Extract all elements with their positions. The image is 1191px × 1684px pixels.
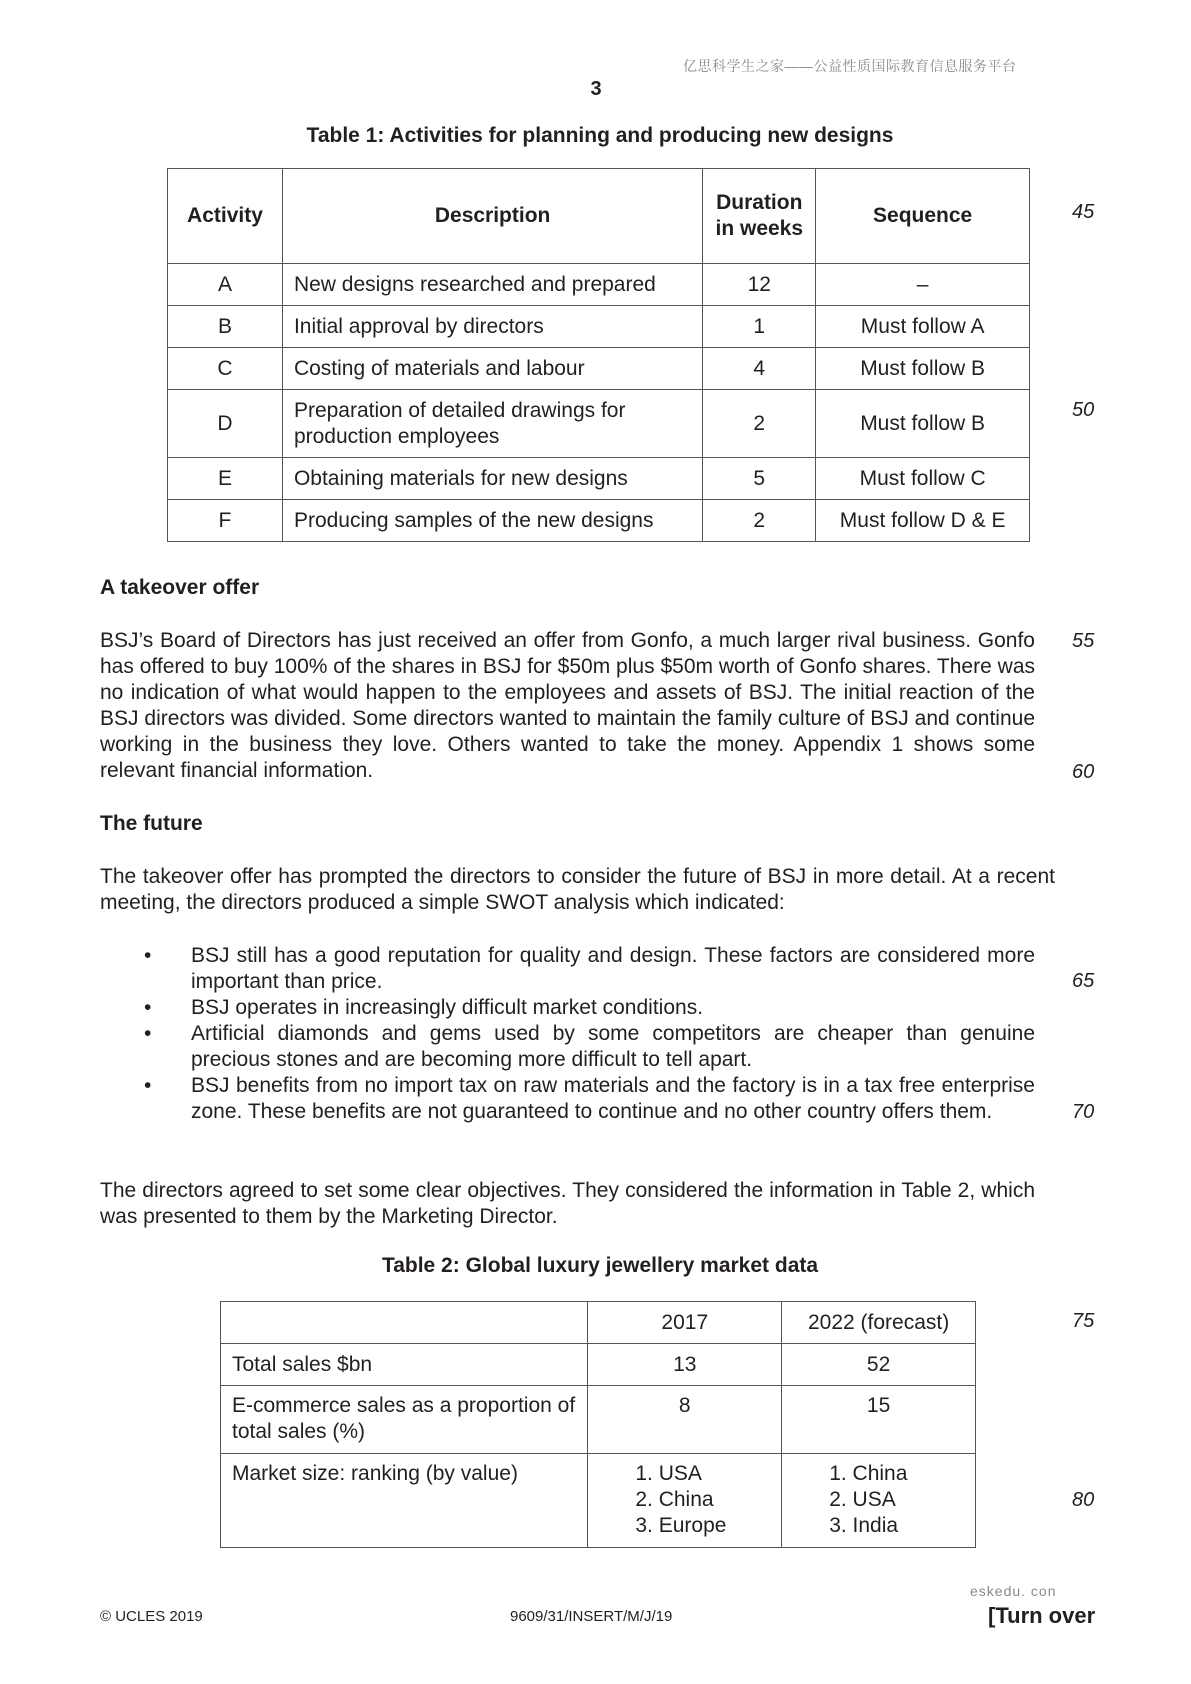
list-item (100, 995, 1035, 1021)
ranking-item: 2. USA (829, 1488, 896, 1511)
duration-cell: 4 (703, 348, 816, 390)
table2-header-2017: 2017 (588, 1302, 782, 1344)
ranking-2017 (588, 1454, 782, 1548)
line-number: 55 (1072, 630, 1095, 652)
activities-table (167, 168, 1030, 542)
table-row (221, 1454, 976, 1548)
line-number: 45 (1072, 201, 1095, 223)
list-item-text: BSJ operates in increasingly difficult market conditions. (191, 996, 704, 1019)
line-number: 75 (1072, 1310, 1095, 1332)
duration-cell: 5 (703, 458, 816, 500)
bullet-icon: • (144, 944, 152, 967)
list-item-text: BSJ benefits from no import tax on raw materials and the factory is in a tax free enterprise zone. These benefits are not guaranteed to continue and no other country offers them. (191, 1074, 1035, 1123)
description-cell: Preparation of detailed drawings for production employees (282, 390, 702, 458)
ranking-item: 3. Europe (635, 1514, 727, 1537)
list-item-text: Artificial diamonds and gems used by some competitors are cheaper than genuine precious stones and are becoming more difficult to tell apart. (191, 1022, 1035, 1071)
line-number: 70 (1072, 1101, 1095, 1123)
list-item (100, 1073, 1035, 1125)
bullet-icon: • (144, 1074, 152, 1097)
market-data-table (220, 1301, 976, 1548)
activity-cell: D (168, 390, 283, 458)
table1-header-activity: Activity (168, 169, 283, 264)
description-cell: Obtaining materials for new designs (282, 458, 702, 500)
list-item (100, 1021, 1035, 1073)
takeover-heading: A takeover offer (100, 576, 260, 599)
ranking-item: 3. India (829, 1514, 899, 1537)
sequence-cell: Must follow A (816, 306, 1030, 348)
turn-over-label: [Turn over (988, 1603, 1096, 1628)
line-number: 60 (1072, 761, 1095, 783)
table-row (221, 1344, 976, 1386)
row-label: Market size: ranking (by value) (221, 1454, 588, 1548)
footer-code: 9609/31/INSERT/M/J/19 (510, 1608, 673, 1625)
ranking-item: 1. USA (635, 1462, 702, 1485)
value-2022: 52 (782, 1344, 976, 1386)
table1-header-row (168, 169, 1030, 264)
table-row (168, 264, 1030, 306)
table-row (168, 390, 1030, 458)
activity-cell: A (168, 264, 283, 306)
row-label: E-commerce sales as a proportion of total sales (%) (221, 1386, 588, 1454)
table-row (168, 458, 1030, 500)
description-cell: Initial approval by directors (282, 306, 702, 348)
footer-watermark: eskedu. con (970, 1583, 1057, 1599)
table1-title: Table 1: Activities for planning and producing new designs (306, 124, 894, 147)
future-heading: The future (100, 812, 203, 835)
swot-list (100, 943, 1035, 1125)
bullet-icon: • (144, 996, 152, 1019)
description-cell: New designs researched and prepared (282, 264, 702, 306)
activity-cell: B (168, 306, 283, 348)
ranking-item: 2. China (635, 1488, 714, 1511)
table1-header-description: Description (282, 169, 702, 264)
table2-header-blank (221, 1302, 588, 1344)
sequence-cell: Must follow B (816, 348, 1030, 390)
table2-header-row (221, 1302, 976, 1344)
list-item (100, 943, 1035, 995)
table-row (168, 348, 1030, 390)
description-cell: Producing samples of the new designs (282, 500, 702, 542)
table-row (168, 306, 1030, 348)
page-number: 3 (590, 78, 602, 100)
ranking-item: 1. China (829, 1462, 908, 1485)
activity-cell: F (168, 500, 283, 542)
future-intro: The takeover offer has prompted the directors to consider the future of BSJ in more detail. At a recent meeting, the directors produced a simple SWOT analysis which indicated: (100, 865, 1055, 914)
ranking-2022 (782, 1454, 976, 1548)
sequence-cell: Must follow D & E (816, 500, 1030, 542)
table-row (168, 500, 1030, 542)
line-number: 50 (1072, 399, 1095, 421)
table2-title: Table 2: Global luxury jewellery market data (381, 1254, 819, 1277)
value-2022: 15 (782, 1386, 976, 1454)
footer-copyright: © UCLES 2019 (100, 1608, 203, 1625)
list-item-text: BSJ still has a good reputation for quality and design. These factors are considered more important than price. (191, 944, 1035, 993)
value-2017: 13 (588, 1344, 782, 1386)
value-2017: 8 (588, 1386, 782, 1454)
header-watermark: 亿思科学生之家——公益性质国际教育信息服务平台 (683, 58, 1017, 74)
bullet-icon: • (144, 1022, 152, 1045)
activity-cell: C (168, 348, 283, 390)
future-closing: The directors agreed to set some clear objectives. They considered the information in Table 2, which was presented to them by the Marketing Director. (100, 1179, 1035, 1228)
line-number: 65 (1072, 970, 1095, 992)
row-label: Total sales $bn (221, 1344, 588, 1386)
duration-cell: 12 (703, 264, 816, 306)
sequence-cell: Must follow B (816, 390, 1030, 458)
table2-header-2022: 2022 (forecast) (782, 1302, 976, 1344)
table1-header-sequence: Sequence (816, 169, 1030, 264)
takeover-paragraph: BSJ’s Board of Directors has just received an offer from Gonfo, a much larger rival business. Gonfo has offered to buy 100% of the shares in BSJ for $50m plus $50m worth of Gonfo shares. There was no indication of what would happen to the employees and assets of BSJ. The initial reaction of the BSJ directors was divided. Some directors wanted to maintain the family culture of BSJ and continue working in the business they love. Others wanted to take the money. Appendix 1 shows some relevant financial information. (100, 629, 1035, 782)
sequence-cell: – (816, 264, 1030, 306)
activity-cell: E (168, 458, 283, 500)
line-number: 80 (1072, 1489, 1095, 1511)
sequence-cell: Must follow C (816, 458, 1030, 500)
duration-cell: 1 (703, 306, 816, 348)
description-cell: Costing of materials and labour (282, 348, 702, 390)
duration-cell: 2 (703, 390, 816, 458)
duration-cell: 2 (703, 500, 816, 542)
table-row (221, 1386, 976, 1454)
table1-header-duration: Duration in weeks (703, 169, 816, 264)
